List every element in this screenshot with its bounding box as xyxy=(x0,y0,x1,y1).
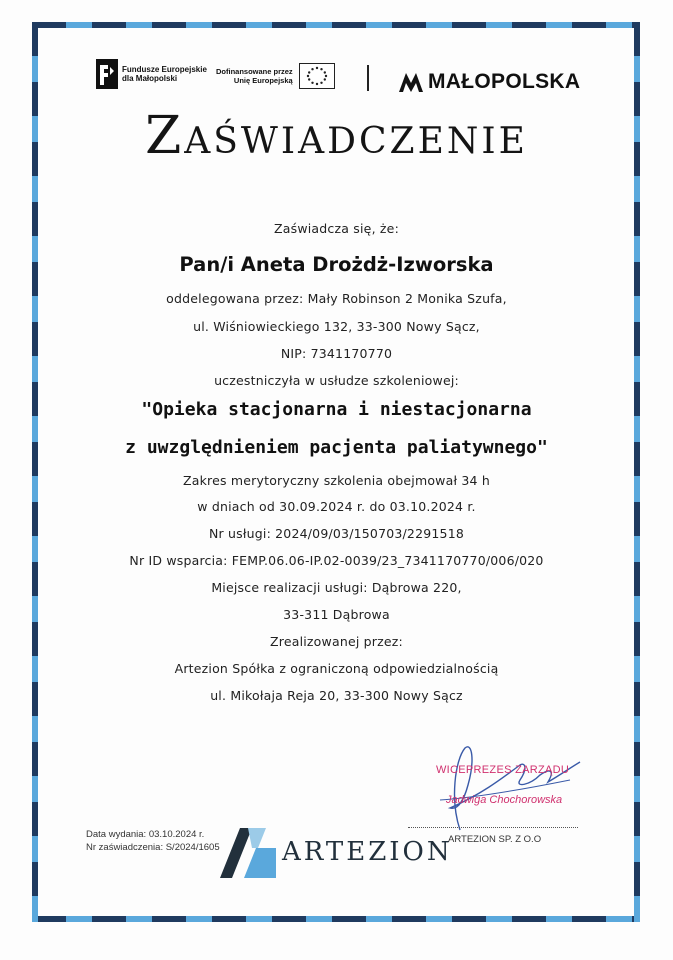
handwritten-signature xyxy=(420,740,600,840)
participation-statement: uczestniczyła w usłudze szkoleniowej: xyxy=(214,373,459,388)
eu-line2: Unię Europejską xyxy=(233,76,293,85)
employer-nip: NIP: 7341170770 xyxy=(280,346,393,361)
stamp-name: Jadwiga Chochorowska xyxy=(446,794,563,806)
realized-by-label: Zrealizowanej przez: xyxy=(270,634,403,649)
artezion-logo xyxy=(218,826,453,878)
eu-line1: Dofinansowane przez xyxy=(216,67,293,76)
fundusze-line2: dla Małopolski xyxy=(122,74,178,83)
issue-info xyxy=(86,828,220,854)
support-id: Nr ID wsparcia: FEMP.06.06-IP.02-0039/23_7341170770/006/020 xyxy=(129,553,544,568)
service-location-line1: Miejsce realizacji usługi: Dąbrowa 220, xyxy=(211,580,462,595)
fundusze-icon xyxy=(96,59,118,89)
provider-name: Artezion Spółka z ograniczoną odpowiedzialnością xyxy=(174,661,499,676)
fundusze-europejskie-logo xyxy=(96,59,207,89)
malopolska-icon xyxy=(398,71,424,93)
intro-text: Zaświadcza się, że: xyxy=(274,221,399,236)
course-scope: Zakres merytoryczny szkolenia obejmował 34 h xyxy=(182,473,490,488)
course-dates: w dniach od 30.09.2024 r. do 03.10.2024 r. xyxy=(197,499,476,514)
delegated-by: oddelegowana przez: Mały Robinson 2 Monika Szufa, xyxy=(166,291,507,306)
certificate-number: Nr zaświadczenia: S/2024/1605 xyxy=(86,842,220,853)
eu-cofinancing-logo xyxy=(216,63,335,89)
brand-name: ARTEZION xyxy=(282,837,453,867)
course-title-line1: "Opieka stacjonarna i niestacjonarna xyxy=(141,399,532,420)
logo-row xyxy=(96,55,606,105)
course-title-line2: z uwzględnieniem pacjenta paliatywnego" xyxy=(125,437,548,458)
provider-address: ul. Mikołaja Reja 20, 33-300 Nowy Sącz xyxy=(210,688,463,703)
malopolska-logo xyxy=(398,70,580,94)
issue-date: Data wydania: 03.10.2024 r. xyxy=(86,829,205,840)
employer-address: ul. Wiśniowieckiego 132, 33-300 Nowy Sącz, xyxy=(193,319,480,334)
page-title xyxy=(0,106,673,166)
title-text: Zaświadczenie xyxy=(145,106,528,166)
participant-name: Pan/i Aneta Drożdż-Izworska xyxy=(179,253,494,276)
artezion-icon xyxy=(218,826,276,878)
service-location-line2: 33-311 Dąbrowa xyxy=(283,607,390,622)
stamp-title: WICEPREZES ZARZĄDU xyxy=(436,764,570,776)
region-name: MAŁOPOLSKA xyxy=(428,70,581,93)
company-label: ARTEZION SP. Z O.O xyxy=(448,834,542,845)
logo-separator xyxy=(367,65,369,91)
service-number: Nr usługi: 2024/09/03/150703/2291518 xyxy=(208,526,465,541)
fundusze-line1: Fundusze Europejskie xyxy=(122,65,207,74)
eu-flag-icon xyxy=(299,63,335,89)
